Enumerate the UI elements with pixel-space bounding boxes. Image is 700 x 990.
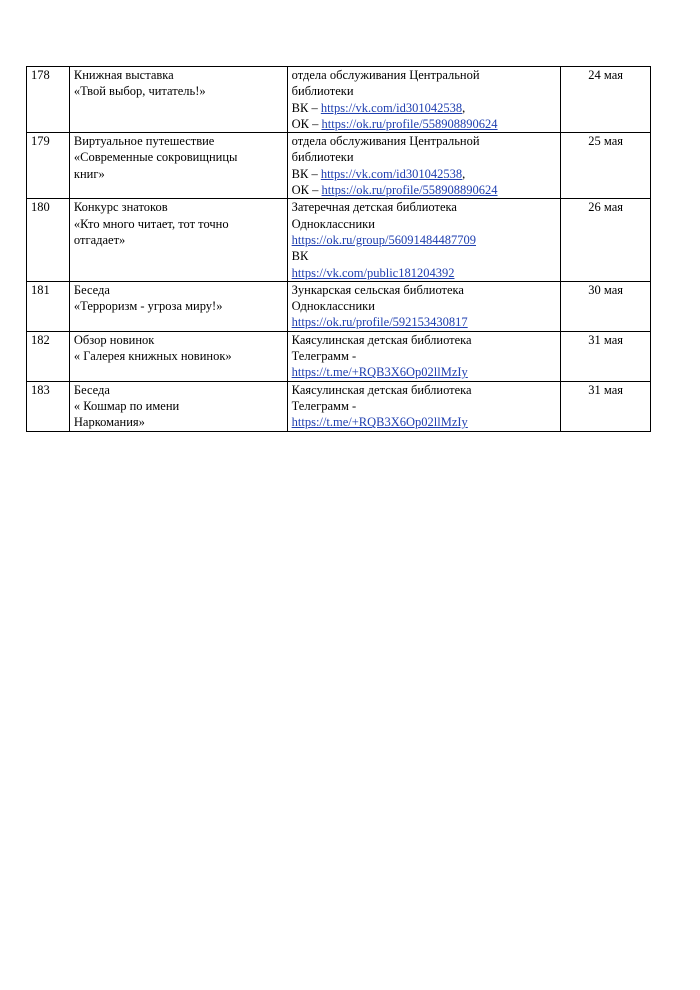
social-link[interactable]: https://ok.ru/group/56091484487709 [291,232,477,247]
event-date: 31 мая [561,381,651,431]
place-text: библиотеки [291,84,354,99]
social-link[interactable]: https://vk.com/id301042538 [320,166,463,181]
event-line: «Современные сокровищницы [73,150,238,165]
event-cell [69,281,287,331]
event-line: книг» [73,166,105,181]
place-line [292,414,557,430]
social-link[interactable]: https://vk.com/id301042538 [320,100,463,115]
event-line: «Терроризм - угроза миру!» [73,299,223,314]
link-prefix: ОК – [291,116,322,131]
place-text: Телеграмм - [291,398,357,413]
place-text: ВК [291,249,309,264]
place-line [292,382,557,398]
event-line: Книжная выставка [73,68,174,82]
place-line [292,298,557,314]
place-line [292,364,557,380]
event-cell [69,381,287,431]
place-cell [287,281,561,331]
place-cell [287,381,561,431]
link-prefix: ОК – [291,183,322,198]
place-line [292,100,557,116]
place-line [292,67,557,83]
social-link[interactable]: https://ok.ru/profile/558908890624 [321,183,498,198]
event-cell [69,331,287,381]
place-text: отдела обслуживания Центральной [291,134,480,149]
table-row [27,67,651,133]
row-number: 180 [27,199,70,281]
row-number: 183 [27,381,70,431]
place-text: Телеграмм - [291,349,357,364]
table-row [27,199,651,281]
row-number: 179 [27,133,70,199]
place-text: Одноклассники [291,216,375,231]
place-text: Каясулинская детская библиотека [291,382,472,397]
place-cell [287,199,561,281]
link-prefix: ВК – [291,100,321,115]
row-number: 182 [27,331,70,381]
social-link[interactable]: https://t.me/+RQB3X6Op02llMzIy [291,415,468,430]
event-date: 25 мая [561,133,651,199]
place-line [292,182,557,198]
place-line [292,265,557,281]
place-line [292,332,557,348]
social-link[interactable]: https://vk.com/public181204392 [291,265,455,280]
social-link[interactable]: https://t.me/+RQB3X6Op02llMzIy [291,365,468,380]
event-date: 30 мая [561,281,651,331]
place-line [292,398,557,414]
place-line [292,348,557,364]
events-table-body [27,67,651,432]
event-line: Конкурс знатоков [73,200,168,215]
table-row [27,281,651,331]
place-line [292,166,557,182]
place-line [292,232,557,248]
event-line: Беседа [73,282,110,297]
event-cell [69,199,287,281]
place-line [292,133,557,149]
table-row [27,331,651,381]
event-line: Виртуальное путешествие [73,134,215,149]
event-line: Обзор новинок [73,332,155,347]
event-date: 26 мая [561,199,651,281]
event-line: «Кто много читает, тот точно [73,216,229,231]
table-row [27,381,651,431]
place-line [292,314,557,330]
social-link[interactable]: https://ok.ru/profile/592153430817 [291,315,468,330]
link-suffix: , [462,100,466,115]
link-prefix: ВК – [291,166,321,181]
place-line [292,199,557,215]
place-text: Затеречная детская библиотека [291,200,457,215]
event-date: 31 мая [561,331,651,381]
social-link[interactable]: https://ok.ru/profile/558908890624 [321,116,498,131]
place-cell [287,67,561,133]
link-suffix: , [462,166,466,181]
table-row [27,133,651,199]
place-line [292,149,557,165]
event-line: отгадает» [73,232,126,247]
place-text: Каясулинская детская библиотека [291,332,472,347]
place-text: отдела обслуживания Центральной [291,68,480,82]
place-line [292,282,557,298]
event-cell [69,133,287,199]
event-line: Наркомания» [73,415,145,430]
place-text: библиотеки [291,150,354,165]
row-number: 178 [27,67,70,133]
place-cell [287,331,561,381]
place-line [292,116,557,132]
event-line: « Галерея книжных новинок» [73,349,232,364]
place-text: Зункарская сельская библиотека [291,282,464,297]
events-table [26,66,651,432]
event-line: « Кошмар по имени [73,398,180,413]
event-cell [69,67,287,133]
row-number: 181 [27,281,70,331]
place-line [292,83,557,99]
place-text: Одноклассники [291,299,375,314]
event-line: «Твой выбор, читатель!» [73,84,206,99]
place-line [292,216,557,232]
event-date: 24 мая [561,67,651,133]
place-cell [287,133,561,199]
event-line: Беседа [73,382,110,397]
place-line [292,248,557,264]
